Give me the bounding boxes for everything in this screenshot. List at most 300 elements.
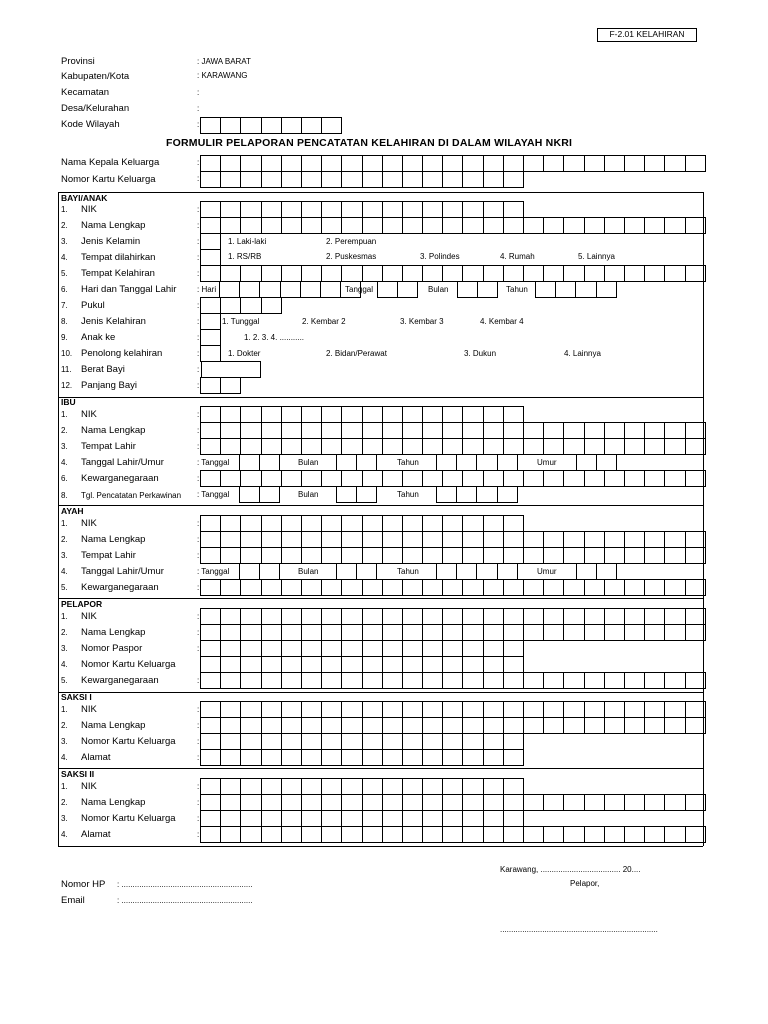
input-box[interactable] [261,733,282,750]
input-box[interactable] [382,717,403,734]
input-box[interactable] [523,531,544,548]
input-box[interactable] [422,624,443,641]
input-box[interactable] [503,672,524,689]
ibu-warga-boxes[interactable] [201,470,706,487]
input-box[interactable] [644,701,665,718]
input-box[interactable] [462,826,483,843]
input-box[interactable] [281,531,302,548]
input-box[interactable] [320,281,341,298]
input-box[interactable] [200,778,221,795]
input-box[interactable] [200,794,221,811]
input-box[interactable] [200,470,221,487]
input-box[interactable] [624,579,645,596]
input-box[interactable] [301,531,322,548]
input-box[interactable] [624,265,645,282]
input-box[interactable] [422,155,443,172]
input-box[interactable] [402,656,423,673]
input-box[interactable] [281,749,302,766]
input-box[interactable] [321,155,342,172]
input-box[interactable] [422,217,443,234]
input-box[interactable] [321,778,342,795]
input-box[interactable] [300,281,321,298]
input-box[interactable] [402,778,423,795]
input-box[interactable] [523,672,544,689]
input-box[interactable] [503,701,524,718]
input-box[interactable] [442,749,463,766]
input-box[interactable] [442,826,463,843]
input-box[interactable] [503,155,524,172]
input-box[interactable] [220,422,241,439]
input-box[interactable] [362,794,383,811]
input-box[interactable] [377,281,398,298]
input-box[interactable] [220,778,241,795]
input-box[interactable] [483,701,504,718]
input-box[interactable] [240,531,261,548]
input-box[interactable] [220,579,241,596]
input-box[interactable] [644,265,665,282]
input-box[interactable] [422,547,443,564]
input-box[interactable] [281,672,302,689]
input-box[interactable] [442,422,463,439]
input-box[interactable] [220,406,241,423]
input-box[interactable] [483,640,504,657]
input-box[interactable] [321,470,342,487]
input-box[interactable] [362,624,383,641]
input-box[interactable] [341,438,362,455]
input-box[interactable] [664,717,685,734]
input-box[interactable] [563,579,584,596]
input-box[interactable] [543,624,564,641]
input-box[interactable] [402,201,423,218]
input-box[interactable] [301,265,322,282]
input-box[interactable] [422,640,443,657]
input-box[interactable] [422,470,443,487]
input-box[interactable] [563,438,584,455]
input-box[interactable] [301,701,322,718]
input-box[interactable] [220,640,241,657]
ayah-bulan-boxes[interactable] [337,563,377,580]
input-box[interactable] [200,624,221,641]
input-box[interactable] [341,717,362,734]
input-box[interactable] [523,701,544,718]
input-box[interactable] [341,701,362,718]
input-box[interactable] [624,717,645,734]
input-box[interactable] [261,406,282,423]
input-box[interactable] [341,640,362,657]
input-box[interactable] [382,701,403,718]
input-box[interactable] [422,265,443,282]
input-box[interactable] [261,624,282,641]
input-box[interactable] [321,701,342,718]
input-box[interactable] [604,547,625,564]
input-box[interactable] [200,422,221,439]
input-box[interactable] [503,656,524,673]
input-box[interactable] [483,749,504,766]
input-box[interactable] [261,201,282,218]
input-box[interactable] [462,438,483,455]
input-box[interactable] [301,470,322,487]
input-box[interactable] [685,701,706,718]
bayi-pukul-boxes[interactable] [201,297,282,314]
input-box[interactable] [422,717,443,734]
input-box[interactable] [685,579,706,596]
input-box[interactable] [220,717,241,734]
input-box[interactable] [543,608,564,625]
input-box[interactable] [240,155,261,172]
input-box[interactable] [281,201,302,218]
input-box[interactable] [596,454,617,471]
input-box[interactable] [483,778,504,795]
input-box[interactable] [604,794,625,811]
input-box[interactable] [382,217,403,234]
input-box[interactable] [584,217,605,234]
input-box[interactable] [200,717,221,734]
input-box[interactable] [200,672,221,689]
input-box[interactable] [281,656,302,673]
input-box[interactable] [503,778,524,795]
input-box[interactable] [422,406,443,423]
email-field[interactable]: : ........................................................... [117,896,253,905]
input-box[interactable] [483,624,504,641]
input-box[interactable] [321,826,342,843]
input-box[interactable] [436,486,457,503]
saksi1-kk-boxes[interactable] [201,733,524,750]
input-box[interactable] [685,794,706,811]
input-box[interactable] [442,701,463,718]
input-box[interactable] [483,826,504,843]
input-box[interactable] [462,470,483,487]
input-box[interactable] [584,624,605,641]
input-box[interactable] [442,515,463,532]
input-box[interactable] [422,422,443,439]
input-box[interactable] [341,624,362,641]
input-box[interactable] [382,826,403,843]
input-box[interactable] [543,826,564,843]
input-box[interactable] [321,640,342,657]
input-box[interactable] [301,438,322,455]
input-box[interactable] [321,217,342,234]
input-box[interactable] [356,563,377,580]
input-box[interactable] [462,608,483,625]
kode-wilayah-boxes[interactable] [201,117,342,134]
input-box[interactable] [219,281,240,298]
input-box[interactable] [563,155,584,172]
input-box[interactable] [664,701,685,718]
ibu-kawin-tahun-boxes[interactable] [437,486,518,503]
input-box[interactable] [624,217,645,234]
input-box[interactable] [644,717,665,734]
input-box[interactable] [442,672,463,689]
ibu-tahun-boxes[interactable] [437,454,518,471]
input-box[interactable] [240,794,261,811]
input-box[interactable] [382,547,403,564]
input-box[interactable] [321,749,342,766]
bayi-penolong-box[interactable] [201,345,221,362]
input-box[interactable] [402,531,423,548]
input-box[interactable] [462,672,483,689]
input-box[interactable] [604,265,625,282]
input-box[interactable] [321,265,342,282]
input-box[interactable] [563,672,584,689]
input-box[interactable] [624,672,645,689]
input-box[interactable] [523,826,544,843]
input-box[interactable] [200,171,221,188]
bayi-jkl-box[interactable] [201,313,221,330]
input-box[interactable] [261,701,282,718]
input-box[interactable] [664,470,685,487]
input-box[interactable] [543,155,564,172]
input-box[interactable] [341,422,362,439]
input-box[interactable] [261,778,282,795]
input-box[interactable] [402,547,423,564]
input-box[interactable] [402,701,423,718]
input-box[interactable] [321,422,342,439]
input-box[interactable] [321,515,342,532]
input-box[interactable] [382,810,403,827]
input-box[interactable] [685,438,706,455]
input-box[interactable] [321,794,342,811]
input-box[interactable] [685,217,706,234]
input-box[interactable] [462,624,483,641]
input-box[interactable] [220,794,241,811]
input-box[interactable] [664,265,685,282]
ayah-tahun-boxes[interactable] [437,563,518,580]
input-box[interactable] [261,531,282,548]
input-box[interactable] [220,672,241,689]
input-box[interactable] [220,297,241,314]
input-box[interactable] [503,217,524,234]
bayi-anak-box[interactable] [201,329,221,346]
input-box[interactable] [321,547,342,564]
input-box[interactable] [261,656,282,673]
pelapor-paspor-boxes[interactable] [201,640,524,657]
input-box[interactable] [362,672,383,689]
input-box[interactable] [200,377,221,394]
input-box[interactable] [442,608,463,625]
input-box[interactable] [462,656,483,673]
input-box[interactable] [281,265,302,282]
input-box[interactable] [240,422,261,439]
input-box[interactable] [200,233,221,250]
kk-nama-boxes[interactable] [201,155,706,172]
input-box[interactable] [200,438,221,455]
input-box[interactable] [483,794,504,811]
input-box[interactable] [483,515,504,532]
input-box[interactable] [442,794,463,811]
input-box[interactable] [382,778,403,795]
input-box[interactable] [362,201,383,218]
input-box[interactable] [422,749,443,766]
input-box[interactable] [422,171,443,188]
saksi2-alamat-boxes[interactable] [201,826,706,843]
input-box[interactable] [200,608,221,625]
input-box[interactable] [220,701,241,718]
input-box[interactable] [422,826,443,843]
input-box[interactable] [402,579,423,596]
input-box[interactable] [362,470,383,487]
input-box[interactable] [422,701,443,718]
input-box[interactable] [341,608,362,625]
kk-nomor-boxes[interactable] [201,171,524,188]
input-box[interactable] [220,826,241,843]
input-box[interactable] [422,579,443,596]
input-box[interactable] [523,717,544,734]
input-box[interactable] [422,515,443,532]
input-box[interactable] [362,531,383,548]
input-box[interactable] [301,515,322,532]
input-box[interactable] [604,608,625,625]
input-box[interactable] [321,201,342,218]
bayi-jk-box[interactable] [201,233,221,250]
input-box[interactable] [442,171,463,188]
input-box[interactable] [664,624,685,641]
bayi-hari-boxes[interactable] [220,281,361,298]
input-box[interactable] [523,217,544,234]
input-box[interactable] [596,281,617,298]
input-box[interactable] [483,531,504,548]
input-box[interactable] [200,701,221,718]
input-box[interactable] [462,531,483,548]
input-box[interactable] [259,486,280,503]
input-box[interactable] [497,486,518,503]
input-box[interactable] [240,515,261,532]
input-box[interactable] [281,117,302,134]
input-box[interactable] [503,531,524,548]
input-box[interactable] [200,217,221,234]
pelapor-warga-boxes[interactable] [201,672,706,689]
pelapor-kk-boxes[interactable] [201,656,524,673]
input-box[interactable] [261,117,282,134]
input-box[interactable] [402,794,423,811]
ibu-bulan-boxes[interactable] [337,454,377,471]
input-box[interactable] [220,749,241,766]
input-box[interactable] [563,217,584,234]
input-box[interactable] [442,201,463,218]
input-box[interactable] [503,624,524,641]
input-box[interactable] [476,454,497,471]
input-box[interactable] [220,547,241,564]
input-box[interactable] [200,579,221,596]
input-box[interactable] [341,217,362,234]
input-box[interactable] [362,265,383,282]
input-box[interactable] [382,579,403,596]
input-box[interactable] [503,579,524,596]
input-box[interactable] [442,406,463,423]
input-box[interactable] [341,810,362,827]
input-box[interactable] [301,810,322,827]
input-box[interactable] [382,515,403,532]
input-box[interactable] [442,640,463,657]
input-box[interactable] [321,171,342,188]
input-box[interactable] [462,201,483,218]
input-box[interactable] [685,608,706,625]
input-box[interactable] [301,117,322,134]
input-box[interactable] [483,547,504,564]
input-box[interactable] [563,826,584,843]
input-box[interactable] [422,810,443,827]
input-box[interactable] [402,406,423,423]
input-box[interactable] [341,579,362,596]
bayi-bulan-boxes[interactable] [458,281,498,298]
input-box[interactable] [462,640,483,657]
input-box[interactable] [301,778,322,795]
ibu-nik-boxes[interactable] [201,406,524,423]
input-box[interactable] [442,438,463,455]
input-box[interactable] [200,313,221,330]
input-box[interactable] [200,810,221,827]
input-box[interactable] [563,794,584,811]
input-box[interactable] [382,656,403,673]
input-box[interactable] [281,171,302,188]
input-box[interactable] [604,701,625,718]
input-box[interactable] [261,171,282,188]
input-box[interactable] [261,749,282,766]
input-box[interactable] [240,826,261,843]
input-box[interactable] [220,155,241,172]
input-box[interactable] [543,438,564,455]
input-box[interactable] [624,547,645,564]
input-box[interactable] [261,470,282,487]
input-box[interactable] [644,608,665,625]
input-box[interactable] [563,531,584,548]
input-box[interactable] [664,672,685,689]
input-box[interactable] [382,438,403,455]
input-box[interactable] [240,608,261,625]
input-box[interactable] [362,608,383,625]
input-box[interactable] [402,826,423,843]
input-box[interactable] [664,217,685,234]
input-box[interactable] [362,171,383,188]
input-box[interactable] [503,547,524,564]
input-box[interactable] [261,547,282,564]
input-box[interactable] [483,672,504,689]
input-box[interactable] [503,608,524,625]
input-box[interactable] [624,608,645,625]
input-box[interactable] [321,810,342,827]
ayah-tanggal-boxes[interactable] [240,563,280,580]
input-box[interactable] [261,826,282,843]
input-box[interactable] [685,422,706,439]
input-box[interactable] [604,717,625,734]
input-box[interactable] [362,778,383,795]
input-box[interactable] [523,155,544,172]
input-box[interactable] [604,155,625,172]
input-box[interactable] [483,265,504,282]
input-box[interactable] [362,717,383,734]
input-box[interactable] [382,265,403,282]
saksi2-kk-boxes[interactable] [201,810,524,827]
input-box[interactable] [462,155,483,172]
input-box[interactable] [523,794,544,811]
input-box[interactable] [341,171,362,188]
input-box[interactable] [220,117,241,134]
input-box[interactable] [281,640,302,657]
input-box[interactable] [301,547,322,564]
ibu-nama-boxes[interactable] [201,422,706,439]
input-box[interactable] [281,810,302,827]
input-box[interactable] [555,281,576,298]
input-box[interactable] [644,531,665,548]
input-box[interactable] [462,422,483,439]
input-box[interactable] [462,717,483,734]
input-box[interactable] [402,217,423,234]
input-box[interactable] [341,749,362,766]
input-box[interactable] [281,826,302,843]
input-box[interactable] [422,672,443,689]
input-box[interactable] [336,486,357,503]
input-box[interactable] [402,608,423,625]
input-box[interactable] [261,265,282,282]
